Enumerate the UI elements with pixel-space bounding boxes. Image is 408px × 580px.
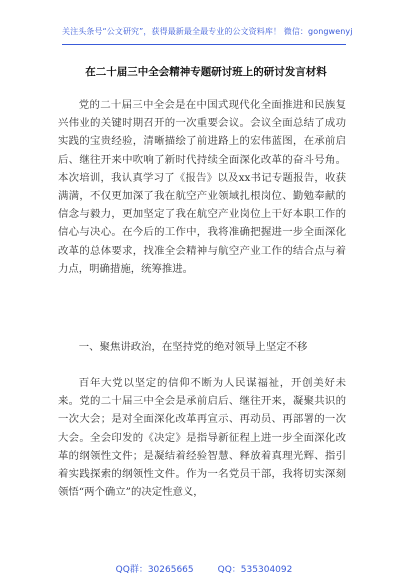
footer-qq: QQ：535304092 bbox=[217, 565, 293, 575]
paragraph-intro: 党的二十届三中全会是在中国式现代化全面推进和民族复兴伟业的关键时期召开的一次重要会议。会议全面总结了成功实践的宝贵经验，清晰描绘了前进路上的宏伟蓝图，在承前启后、继往开来中吹响了新时代持续全面深化改革的奋斗号角。本次培训，我认真学习了《报告》以及xx书记专题报告，收获满满，不仅更加深了我在航空产业领域扎根岗位、勤勉奉献的信念与毅力，更加坚定了我在航空产业岗位上干好本职工作的信心与决心。在今后的工作中，我将准确把握进一步全面深化改革的总体要求，找准全会精神与航空产业工作的结合点与着力点，明确措施，统筹推进。 bbox=[58, 99, 346, 275]
header-banner: 关注头条号“公文研究”，获得最新最全最专业的公文资料库！ 微信：gongwenyj bbox=[62, 27, 353, 36]
document-title: 在二十届三中全会精神专题研讨班上的研讨发言材料 bbox=[85, 66, 327, 78]
paragraph-section-1: 百年大党以坚定的信仰不断为人民谋福祉，开创美好未来。党的二十届三中全会是承前启后、继往开来，凝聚共识的一次大会；是对全面深化改革再宣示、再动员、再部署的一次大会。全会印发的《决定》是指导新征程上进一步全面深化改革的纲领性文件；是凝结着经验智慧、释放着真理光辉、指引着实践探索的纲领性文件。作为一名党员干部，我将切实深刻领悟“两个确立”的决定性意义， bbox=[58, 377, 346, 499]
footer-contact bbox=[0, 562, 408, 575]
section-heading: 一、聚焦讲政治，在坚持党的绝对领导上坚定不移 bbox=[78, 341, 308, 353]
footer-qq-group: QQ群：30265665 bbox=[115, 565, 194, 575]
header-divider bbox=[62, 44, 346, 45]
